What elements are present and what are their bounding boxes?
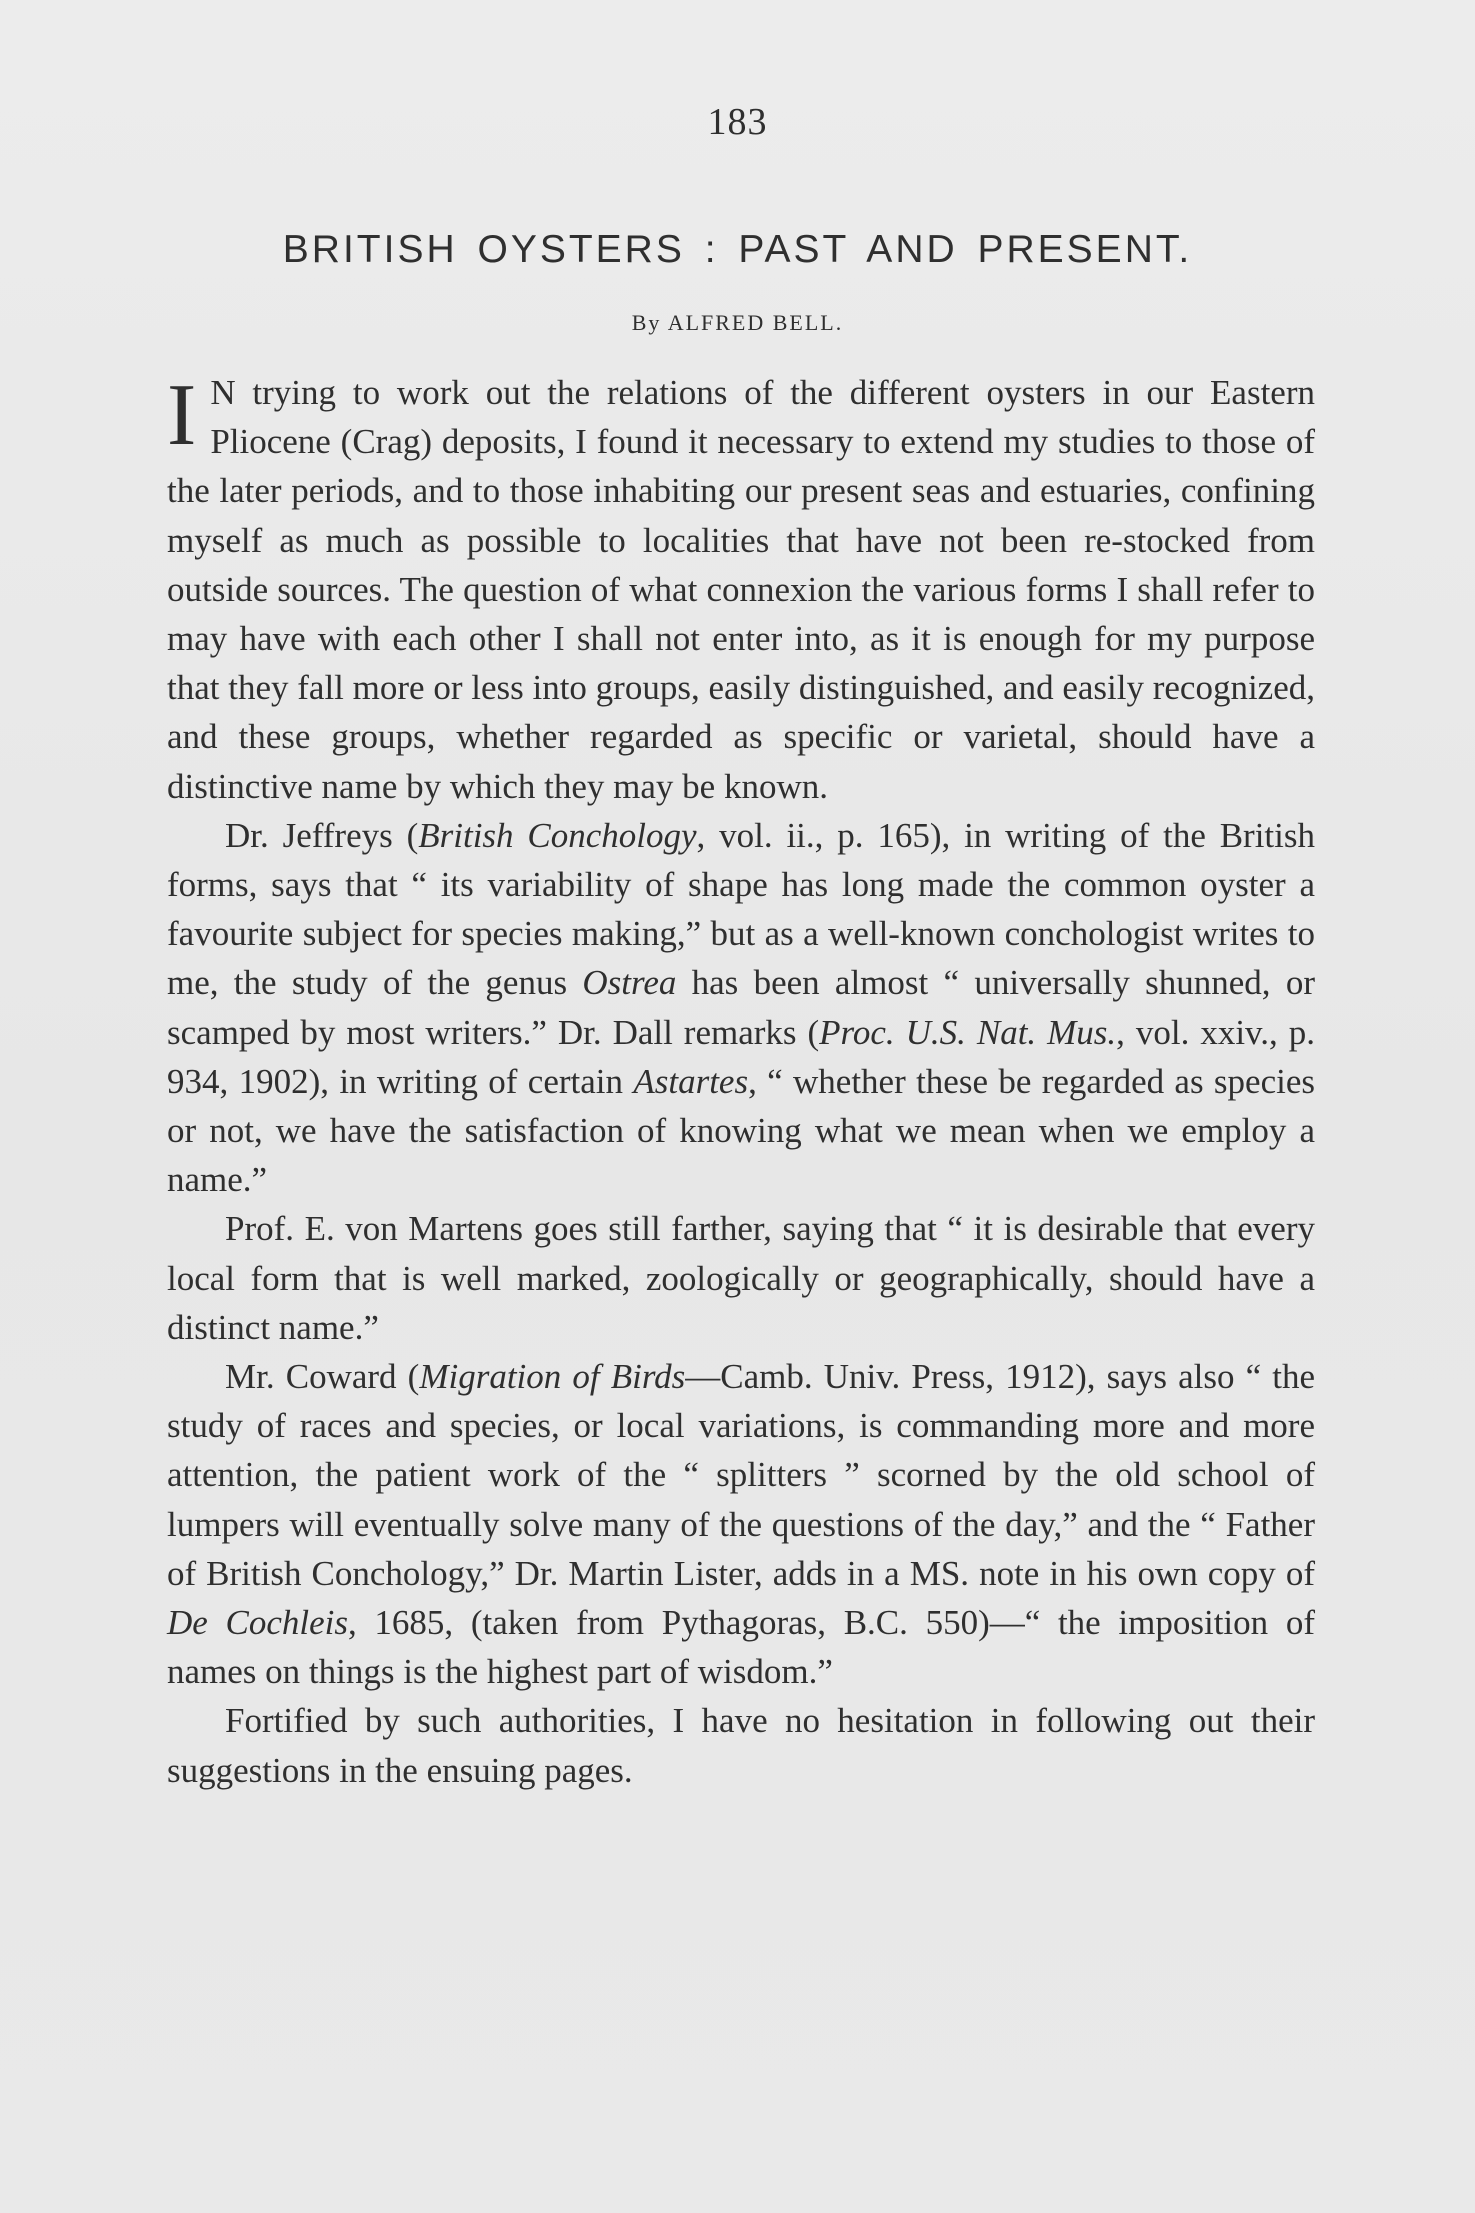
- paragraph: [167, 1204, 1315, 1352]
- paragraph: [167, 368, 1315, 811]
- text-run: Prof. E. von Martens goes still farther, saying that “ it is desirable that every local form that is well marked, zoologically or geographically, should have a distinct name.”: [167, 1209, 1315, 1347]
- article-title: BRITISH OYSTERS : PAST AND PRESENT.: [282, 228, 1193, 271]
- text-run: Mr. Coward (: [225, 1357, 420, 1397]
- text-run: , vol. xxiv., p. 934, 1902), in writing of certain: [167, 1012, 1315, 1101]
- author-byline: By ALFRED BELL.: [631, 310, 844, 335]
- text-run: , “ whether these be regarded as species or not, we have the satisfaction of knowing what we mean when we employ a name.”: [167, 1061, 1315, 1200]
- text-run: , vol. ii., p. 165), in writing of the British forms, says that “ its variability of shape has long made the common oyster a favourite subject for species making,” but as a well-known conchologist writes to me, the study of the genus: [167, 815, 1315, 1003]
- text-run: —Camb. Univ. Press, 1912), says also “ the study of races and species, or local variations, is commanding more and more attention, the patient work of the “ splitters ” scorned by the old school of lumpers will eventually solve many of the questions of the day,” and the “ Father of British Conchology,” Dr. Martin Lister, adds in a MS. note in his own copy of: [167, 1357, 1315, 1593]
- drop-cap: I: [167, 367, 197, 464]
- text-run: N trying to work out the relations of the different oysters in our Eastern Pliocene (Crag) deposits, I found it necessary to extend my studies to those of the later periods, and to those inhabiting our present seas and estuaries, confining myself as much as possible to localities that have not been re-stocked from outside sources. The question of what connexion the various forms I shall refer to may have with each other I shall not enter into, as it is enough for my purpose that they fall more or less into groups, easily distinguished, and easily recognized, and these groups, whether regarded as specific or varietal, should have a distinctive name by which they may be known.: [167, 373, 1315, 806]
- article-body: [167, 368, 1315, 1795]
- text-run: , 1685, (taken from Pythagoras, B.C. 550)—“ the imposition of names on things is the highest part of wisdom.”: [167, 1603, 1315, 1692]
- page-number: 183: [707, 101, 768, 143]
- paragraph: [167, 1352, 1315, 1696]
- text-run: has been almost “ universally shunned, or scamped by most writers.” Dr. Dall remarks (: [167, 963, 1315, 1052]
- italic-text: Migration of Birds: [419, 1357, 686, 1397]
- italic-text: Ostrea: [582, 963, 677, 1003]
- text-run: Dr. Jeffreys (: [225, 815, 419, 855]
- paragraph: [167, 1696, 1315, 1794]
- italic-text: British Conchology: [418, 815, 697, 855]
- paragraph: [167, 811, 1315, 1205]
- italic-text: Proc. U.S. Nat. Mus.: [819, 1012, 1117, 1052]
- italic-text: Astartes: [633, 1061, 749, 1101]
- text-run: Fortified by such authorities, I have no hesitation in following out their suggestions in the ensuing pages.: [167, 1701, 1315, 1790]
- italic-text: De Cochleis: [167, 1603, 348, 1643]
